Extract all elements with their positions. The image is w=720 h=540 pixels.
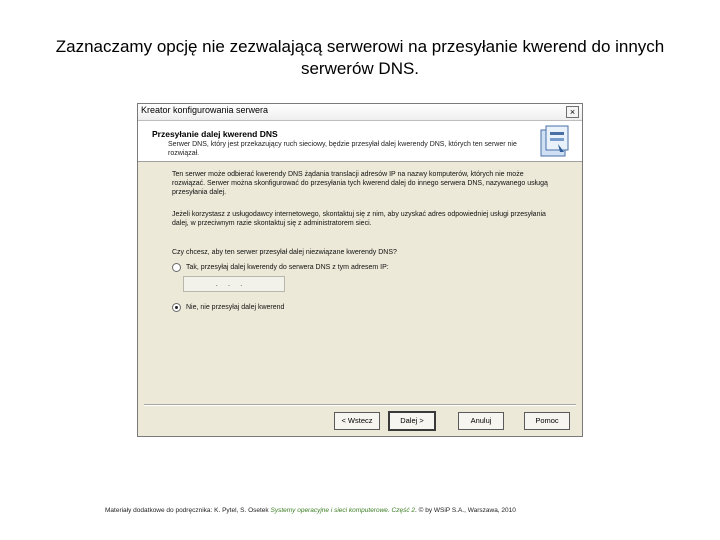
footer-suffix: . © by WSiP S.A., Warszawa, 2010 <box>415 507 516 514</box>
header-title: Przesyłanie dalej kwerend DNS <box>152 129 278 139</box>
help-button[interactable]: Pomoc <box>524 412 570 430</box>
dialog-titlebar <box>138 104 582 121</box>
next-button[interactable]: Dalej > <box>388 411 436 431</box>
slide-title: Zaznaczamy opcję nie zezwalającą serwerowi na przesyłanie kwerend do innych serwerów DNS. <box>55 37 665 78</box>
footer <box>105 507 516 514</box>
radio-icon[interactable] <box>172 303 181 312</box>
option-forward-yes[interactable] <box>172 263 389 272</box>
intro-paragraph: Ten serwer może odbierać kwerendy DNS żądania translacji adresów IP na nazwy komputerów, których nie może rozwiązać. Serwer można skonfigurować do przesyłania tych kwerend dalej do innego serwera DNS, nazywanego usługą przesyłania dalej. <box>172 171 548 196</box>
dialog-title: Kreator konfigurowania serwera <box>141 105 269 115</box>
header-description: Serwer DNS, który jest przekazujący ruch sieciowy, będzie przesyłał dalej kwerendy DNS, których ten serwer nie rozwiązał. <box>168 141 517 157</box>
option-forward-no[interactable] <box>172 303 284 312</box>
close-icon[interactable]: × <box>566 106 579 118</box>
wizard-icon <box>538 124 572 158</box>
footer-prefix: Materiały dodatkowe do podręcznika: K. Pytel, S. Osetek <box>105 507 269 514</box>
wizard-header <box>138 121 582 162</box>
ip-address-field[interactable]: ... <box>183 276 285 292</box>
wizard-dialog <box>137 103 583 437</box>
forward-question: Czy chcesz, aby ten serwer przesyłał dalej niezwiązane kwerendy DNS? <box>172 249 397 256</box>
option-forward-yes-label: Tak, przesyłaj dalej kwerendy do serwera DNS z tym adresem IP: <box>186 264 389 271</box>
button-divider <box>144 404 576 406</box>
option-forward-no-label: Nie, nie przesyłaj dalej kwerend <box>186 304 285 311</box>
back-button[interactable]: < Wstecz <box>334 412 380 430</box>
cancel-button[interactable]: Anuluj <box>458 412 504 430</box>
radio-icon[interactable] <box>172 263 181 272</box>
footer-book-title: Systemy operacyjne i sieci komputerowe. Część 2 <box>270 507 415 514</box>
isp-paragraph: Jeżeli korzystasz z usługodawcy internetowego, skontaktuj się z nim, aby uzyskać adres odpowiedniej usługi przesyłania dalej, w przeciwnym razie skontaktuj się z administratorem sieci. <box>172 211 546 227</box>
